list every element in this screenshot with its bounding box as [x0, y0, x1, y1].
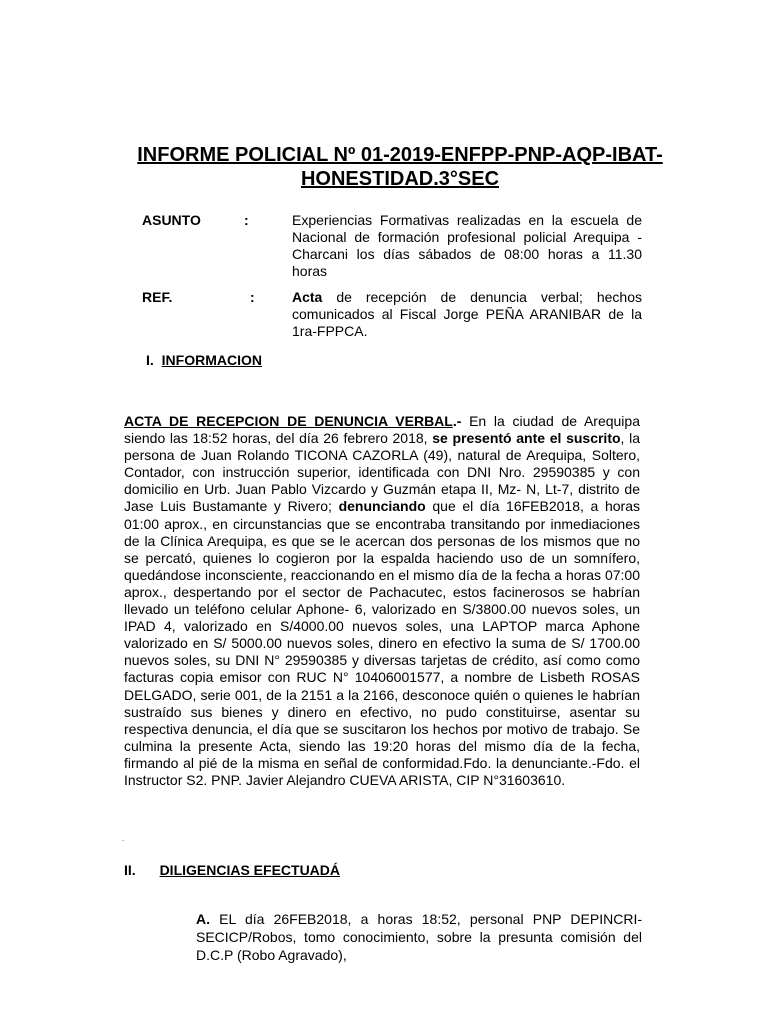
asunto-text: Experiencias Formativas realizadas en la escuela de Nacional de formación profesional policial Arequipa - Charcani los días sábados de 08:00 horas a 11.30 horas: [292, 212, 642, 279]
acta-bold-3: denunciando: [338, 498, 426, 515]
acta-text-2: , la persona de Juan Rolando TICONA CAZORLA (49), natural de Arequipa, Soltero, Contador, con instrucción superior, identificada con DNI Nro. 29590385 y con domicilio en Urb. Juan Pablo Vizcardo y Guzmán etapa II, Mz- N, Lt-7, distrito de Jase Luis Bustamante y Rivero;: [124, 430, 640, 515]
ref-bold-lead: Acta: [292, 289, 323, 305]
report-title-line-2: HONESTIDAD.3°SEC: [300, 168, 500, 190]
ref-body: de recepción de denuncia verbal; hechos comunicados al Fiscal Jorge PEÑA ARANIBAR de la 1ra-FPPCA.: [292, 289, 642, 339]
ref-colon: :: [250, 289, 255, 305]
acta-bold-2: se presentó ante el suscrito: [432, 430, 621, 447]
stray-mark: .: [122, 834, 125, 843]
ref-text: [292, 289, 642, 340]
section-1-title: INFORMACION: [161, 352, 262, 368]
section-1-number: I.: [146, 352, 154, 368]
item-a-text: EL día 26FEB2018, a horas 18:52, personal PNP DEPINCRI-SECICP/Robos, tomo conocimiento, sobre la presunta comisión del D.C.P (Robo Agravado),: [196, 911, 642, 963]
acta-heading-suffix: .-: [452, 413, 462, 429]
acta-text-3: que el día 16FEB2018, a horas 01:00 aprox., en circunstancias que se encontraba transitando por inmediaciones de la Clínica Arequipa, es que se le acercan dos personas de los mismos que no se percató, quienes lo cogieron por la espalda haciendo uso de un somnífero, quedándose inconsciente, reaccionando en el mismo día de la fecha a horas 07:00 aprox., despertando por el sector de Pachacutec, estos facinerosos se habrían llevado un teléfono celular Aphone- 6, valorizado en S/3800.00 nuevos soles, un IPAD 4, valorizado en S/4000.00 nuevos soles, una LAPTOP marca Aphone valorizado en S/ 5000.00 nuevos soles, dinero en efectivo la suma de S/ 1700.00 nuevos soles, su DNI N° 29590385 y diversas tarjetas de crédito, así como como facturas copia emisor con RUC N° 10406001577, a nombre de Lisbeth ROSAS DELGADO, serie 001, de la 2151 a la 2166, desconoce quién o quienes le habrían sustraído sus bienes y dinero en efectivo, no pudo constituirse, asentar su respectiva denuncia, el día que se suscitaron los hechos por motivo de trabajo. Se culmina la presente Acta, siendo las 19:20 horas del mismo día de la fecha, firmando al pié de la misma en señal de conformidad.Fdo. la denunciante.-Fdo. el Instructor S2. PNP. Javier Alejandro CUEVA ARISTA, CIP N°31603610.: [124, 498, 640, 788]
acta-heading: ACTA DE RECEPCION DE DENUNCIA VERBAL: [124, 413, 453, 429]
asunto-colon: :: [244, 212, 249, 228]
section-2-heading: [124, 862, 340, 878]
acta-paragraph: [124, 413, 640, 789]
item-a-letter: A.: [196, 911, 210, 927]
report-title-line-1: INFORME POLICIAL Nº 01-2019-ENFPP-PNP-AQP-IBAT-: [137, 144, 663, 166]
item-a: [196, 910, 642, 964]
report-title: [100, 143, 700, 191]
asunto-label: ASUNTO: [142, 212, 201, 228]
section-2-number: II.: [124, 862, 136, 878]
ref-label: REF.: [142, 289, 173, 305]
section-1-heading: [146, 352, 262, 368]
acta-text-1: En la ciudad de Arequipa siendo las 18:52 horas, del día 26 febrero 2018,: [124, 413, 640, 447]
section-2-title: DILIGENCIAS EFECTUADÁ: [159, 862, 341, 878]
